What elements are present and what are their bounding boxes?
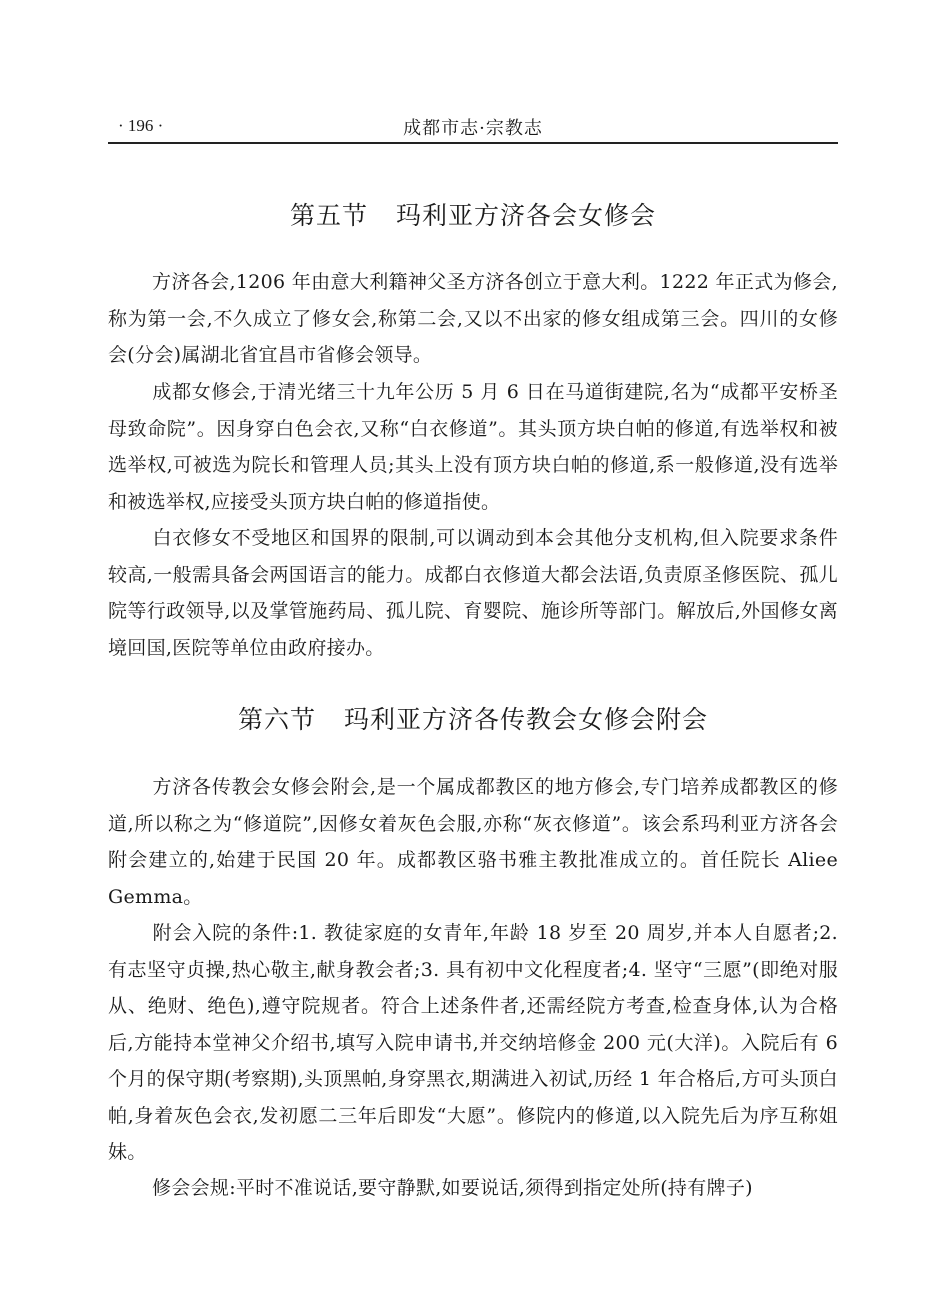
section-5-title [108, 196, 838, 232]
paragraph: 白衣修女不受地区和国界的限制,可以调动到本会其他分支机构,但入院要求条件较高,一般需具备会两国语言的能力。成都白衣修道大都会法语,负责原圣修医院、孤儿院等行政领导,以及掌管施药局、孤儿院、育婴院、施诊所等部门。解放后,外国修女离境回国,医院等单位由政府接办。 [108, 527, 838, 659]
page-number: · 196 · [118, 116, 164, 135]
running-title: 成都市志·宗教志 [403, 118, 543, 139]
header-rule [108, 142, 838, 144]
section-number: 第六节 [237, 705, 316, 734]
page-header [108, 112, 838, 142]
paragraph: 方济各传教会女修会附会,是一个属成都教区的地方修会,专门培养成都教区的修道,所以称之为“修道院”,因修女着灰色会服,亦称“灰衣修道”。该会系玛利亚方济各会附会建立的,始建于民国 20 年。成都教区骆书雅主教批准成立的。首任院长 Aliee Gemma。 [108, 776, 838, 908]
paragraph: 修会会规:平时不准说话,要守静默,如要说话,须得到指定处所(持有牌子) [152, 1177, 753, 1199]
paragraph: 成都女修会,于清光绪三十九年公历 5 月 6 日在马道街建院,名为“成都平安桥圣母致命院”。因身穿白色会衣,又称“白衣修道”。其头顶方块白帕的修道,有选举权和被选举权,可被选为院长和管理人员;其头上没有顶方块白帕的修道,系一般修道,没有选举和被选举权,应接受头顶方块白帕的修道指使。 [108, 381, 838, 513]
section-number: 第五节 [289, 201, 368, 230]
paragraph: 附会入院的条件:1. 教徒家庭的女青年,年龄 18 岁至 20 周岁,并本人自愿者;2. 有志坚守贞操,热心敬主,献身教会者;3. 具有初中文化程度者;4. 坚守“三愿”(即绝对服从、绝财、绝色),遵守院规者。符合上述条件者,还需经院方考查,检查身体,认为合格后,方能持本堂神父介绍书,填写入院申请书,并交纳培修金 200 元(大洋)。入院后有 6 个月的保守期(考察期),头顶黑帕,身穿黑衣,期满进入初试,历经 1 年合格后,方可头顶白帕,身着灰色会衣,发初愿二三年后即发“大愿”。修院内的修道,以入院先后为序互称姐妹。 [108, 922, 838, 1163]
paragraph: 方济各会,1206 年由意大利籍神父圣方济各创立于意大利。1222 年正式为修会,称为第一会,不久成立了修女会,称第二会,又以不出家的修女组成第三会。四川的女修会(分会)属湖北省宜昌市省修会领导。 [108, 271, 838, 366]
section-heading: 玛利亚方济各传教会女修会附会 [344, 705, 709, 734]
section-heading: 玛利亚方济各会女修会 [396, 201, 657, 230]
section-6-title [108, 700, 838, 736]
